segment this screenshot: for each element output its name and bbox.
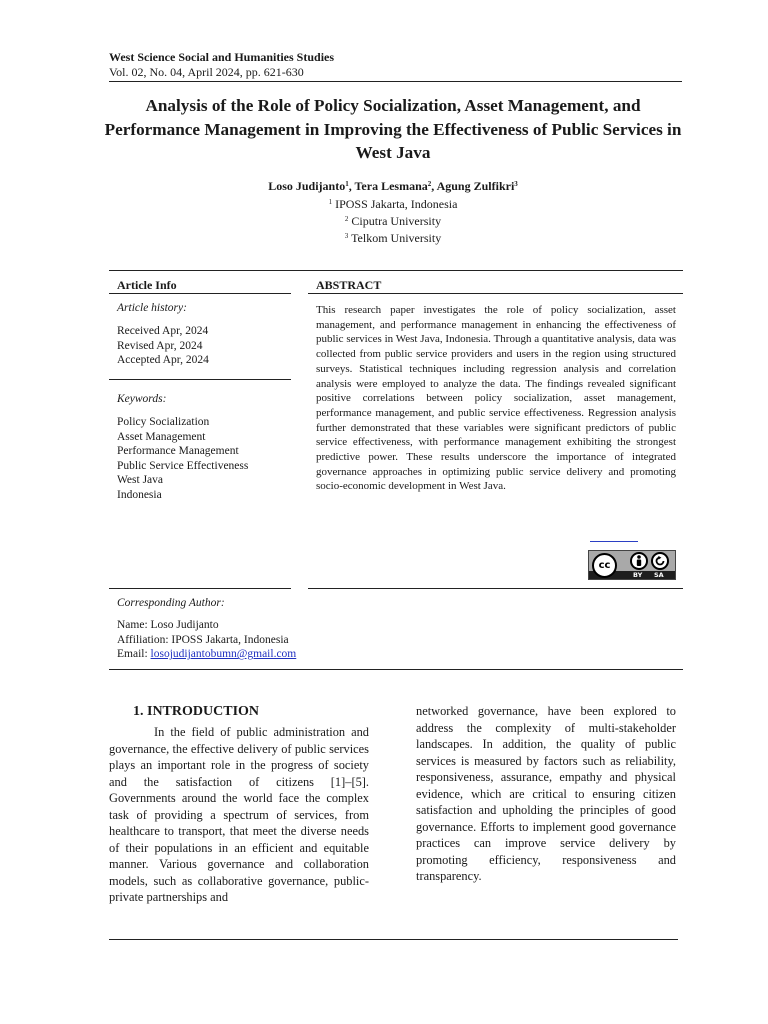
author-affiliation-line: Affiliation: IPOSS Jakarta, Indonesia — [117, 633, 289, 646]
affiliation-item: $^2$ Ciputra University — [344, 213, 442, 228]
abstract-text: This research paper investigates the role of policy socialization, asset management, and performance management in enhancing the effectiveness of public services in West Java, Indonesia. Through a quantitative analysis, data was collected from public service providers and users in the region using structured surveys. Statistical techniques including regression analysis and correlation analysis were employed to analyze the data. The findings revealed significant positive correlations between policy socialization, asset management, performance management, and public service effectiveness. Regression analysis further demonstrated that these variables were significant predictors of public service effectiveness, with performance management exhibiting the strongest predictive power. These results underscore the importance of integrated governance approaches in optimizing public service delivery and promoting socio-economic development in West Java. — [316, 304, 676, 493]
sa-label: SA — [654, 571, 664, 579]
keyword-item: Policy Socialization — [117, 416, 210, 428]
abstract-heading: ABSTRACT — [316, 278, 382, 292]
info-left-subrule — [109, 293, 291, 294]
keyword-item: West Java — [117, 474, 164, 487]
keyword-item: Asset Management — [117, 430, 206, 443]
intro-column-left — [109, 724, 369, 906]
cc-icon: cc — [592, 553, 617, 578]
by-label: BY — [633, 571, 643, 579]
author-sup: 3 — [514, 180, 518, 188]
email-link[interactable]: losojudijantobumn@gmail.com — [150, 648, 297, 661]
header-rule — [109, 81, 682, 82]
keywords-label: Keywords: — [117, 393, 167, 405]
affiliation-item: $^3$ Telkom University — [344, 230, 442, 245]
intro-paragraph: In the field of public administration and governance, the effective delivery of public services plays an important role in the progress of society and the satisfaction of citizens [1]–[5]. Governments around the world face the complex task of providing a spectrum of services, from healthcare to transport, that meet the diverse needs of their populations in an efficient and equitable manner. Various governance and collaboration models, such as collaborative governance, public-private partnerships and — [109, 725, 369, 904]
corresponding-author-details — [117, 618, 296, 662]
revised-date: Revised Apr, 2024 — [117, 339, 203, 352]
accepted-date: Accepted Apr, 2024 — [117, 354, 209, 367]
keywords-bottom-rule — [109, 588, 291, 589]
keyword-item: Performance Management — [117, 445, 239, 458]
affiliation-list — [100, 195, 686, 245]
received-date: Received Apr, 2024 — [117, 325, 209, 337]
author-name: Agung Zulfikri — [436, 179, 515, 193]
article-history-label: Article history: — [117, 302, 187, 314]
journal-name: West Science Social and Humanities Studies — [109, 50, 335, 64]
footer-rule — [109, 939, 678, 940]
corresponding-author-label: Corresponding Author: — [117, 597, 225, 609]
author-sup: 2 — [427, 180, 432, 188]
info-right-subrule — [308, 293, 683, 294]
article-info-heading: Article Info — [117, 278, 177, 292]
paper-title: Analysis of the Role of Policy Socialization, Asset Management, and Performance Management in Improving the Effectiveness of Public Services in West Java — [104, 96, 682, 162]
article-history — [117, 324, 209, 368]
abstract-bottom-rule — [308, 588, 683, 589]
introduction-heading: 1. INTRODUCTION — [133, 704, 260, 719]
author-sup: 1 — [345, 180, 349, 188]
keyword-list — [117, 415, 248, 503]
info-top-rule — [109, 270, 683, 271]
cc-by-sa-badge[interactable] — [588, 550, 676, 580]
info-bottom-rule — [109, 669, 683, 670]
history-rule — [109, 379, 291, 380]
keyword-item: Public Service Effectiveness — [117, 459, 249, 472]
author-name: Tera Lesmana — [354, 179, 428, 193]
share-alike-icon — [651, 552, 669, 570]
attribution-icon — [630, 552, 648, 570]
intro-column-right — [416, 703, 676, 885]
author-name: Loso Judijanto — [268, 179, 346, 193]
author-list: Loso Judijanto$^1$, Tera Lesmana$^2$, Agung Zulfikri$^3$ — [268, 179, 518, 193]
keyword-item: Indonesia — [117, 488, 162, 501]
author-email-line: Email: losojudijantobumn@gmail.com — [117, 648, 297, 661]
affiliation-item: $^1$ IPOSS Jakarta, Indonesia — [328, 197, 458, 211]
license-link[interactable] — [590, 541, 638, 542]
author-name-line: Name: Loso Judijanto — [117, 619, 219, 631]
intro-paragraph: networked governance, have been explored to address the complexity of multi-stakeholder landscapes. In addition, the quality of public services is measured by factors such as reliability, responsiveness, assurance, empathy and physical evidence, which are critical to ensuring citizen satisfaction and upholding the principles of good governance. Efforts to implement good governance practices can improve service delivery by promoting efficiency, responsiveness and transparency. — [416, 704, 676, 883]
journal-volume: Vol. 02, No. 04, April 2024, pp. 621-630 — [109, 65, 304, 79]
